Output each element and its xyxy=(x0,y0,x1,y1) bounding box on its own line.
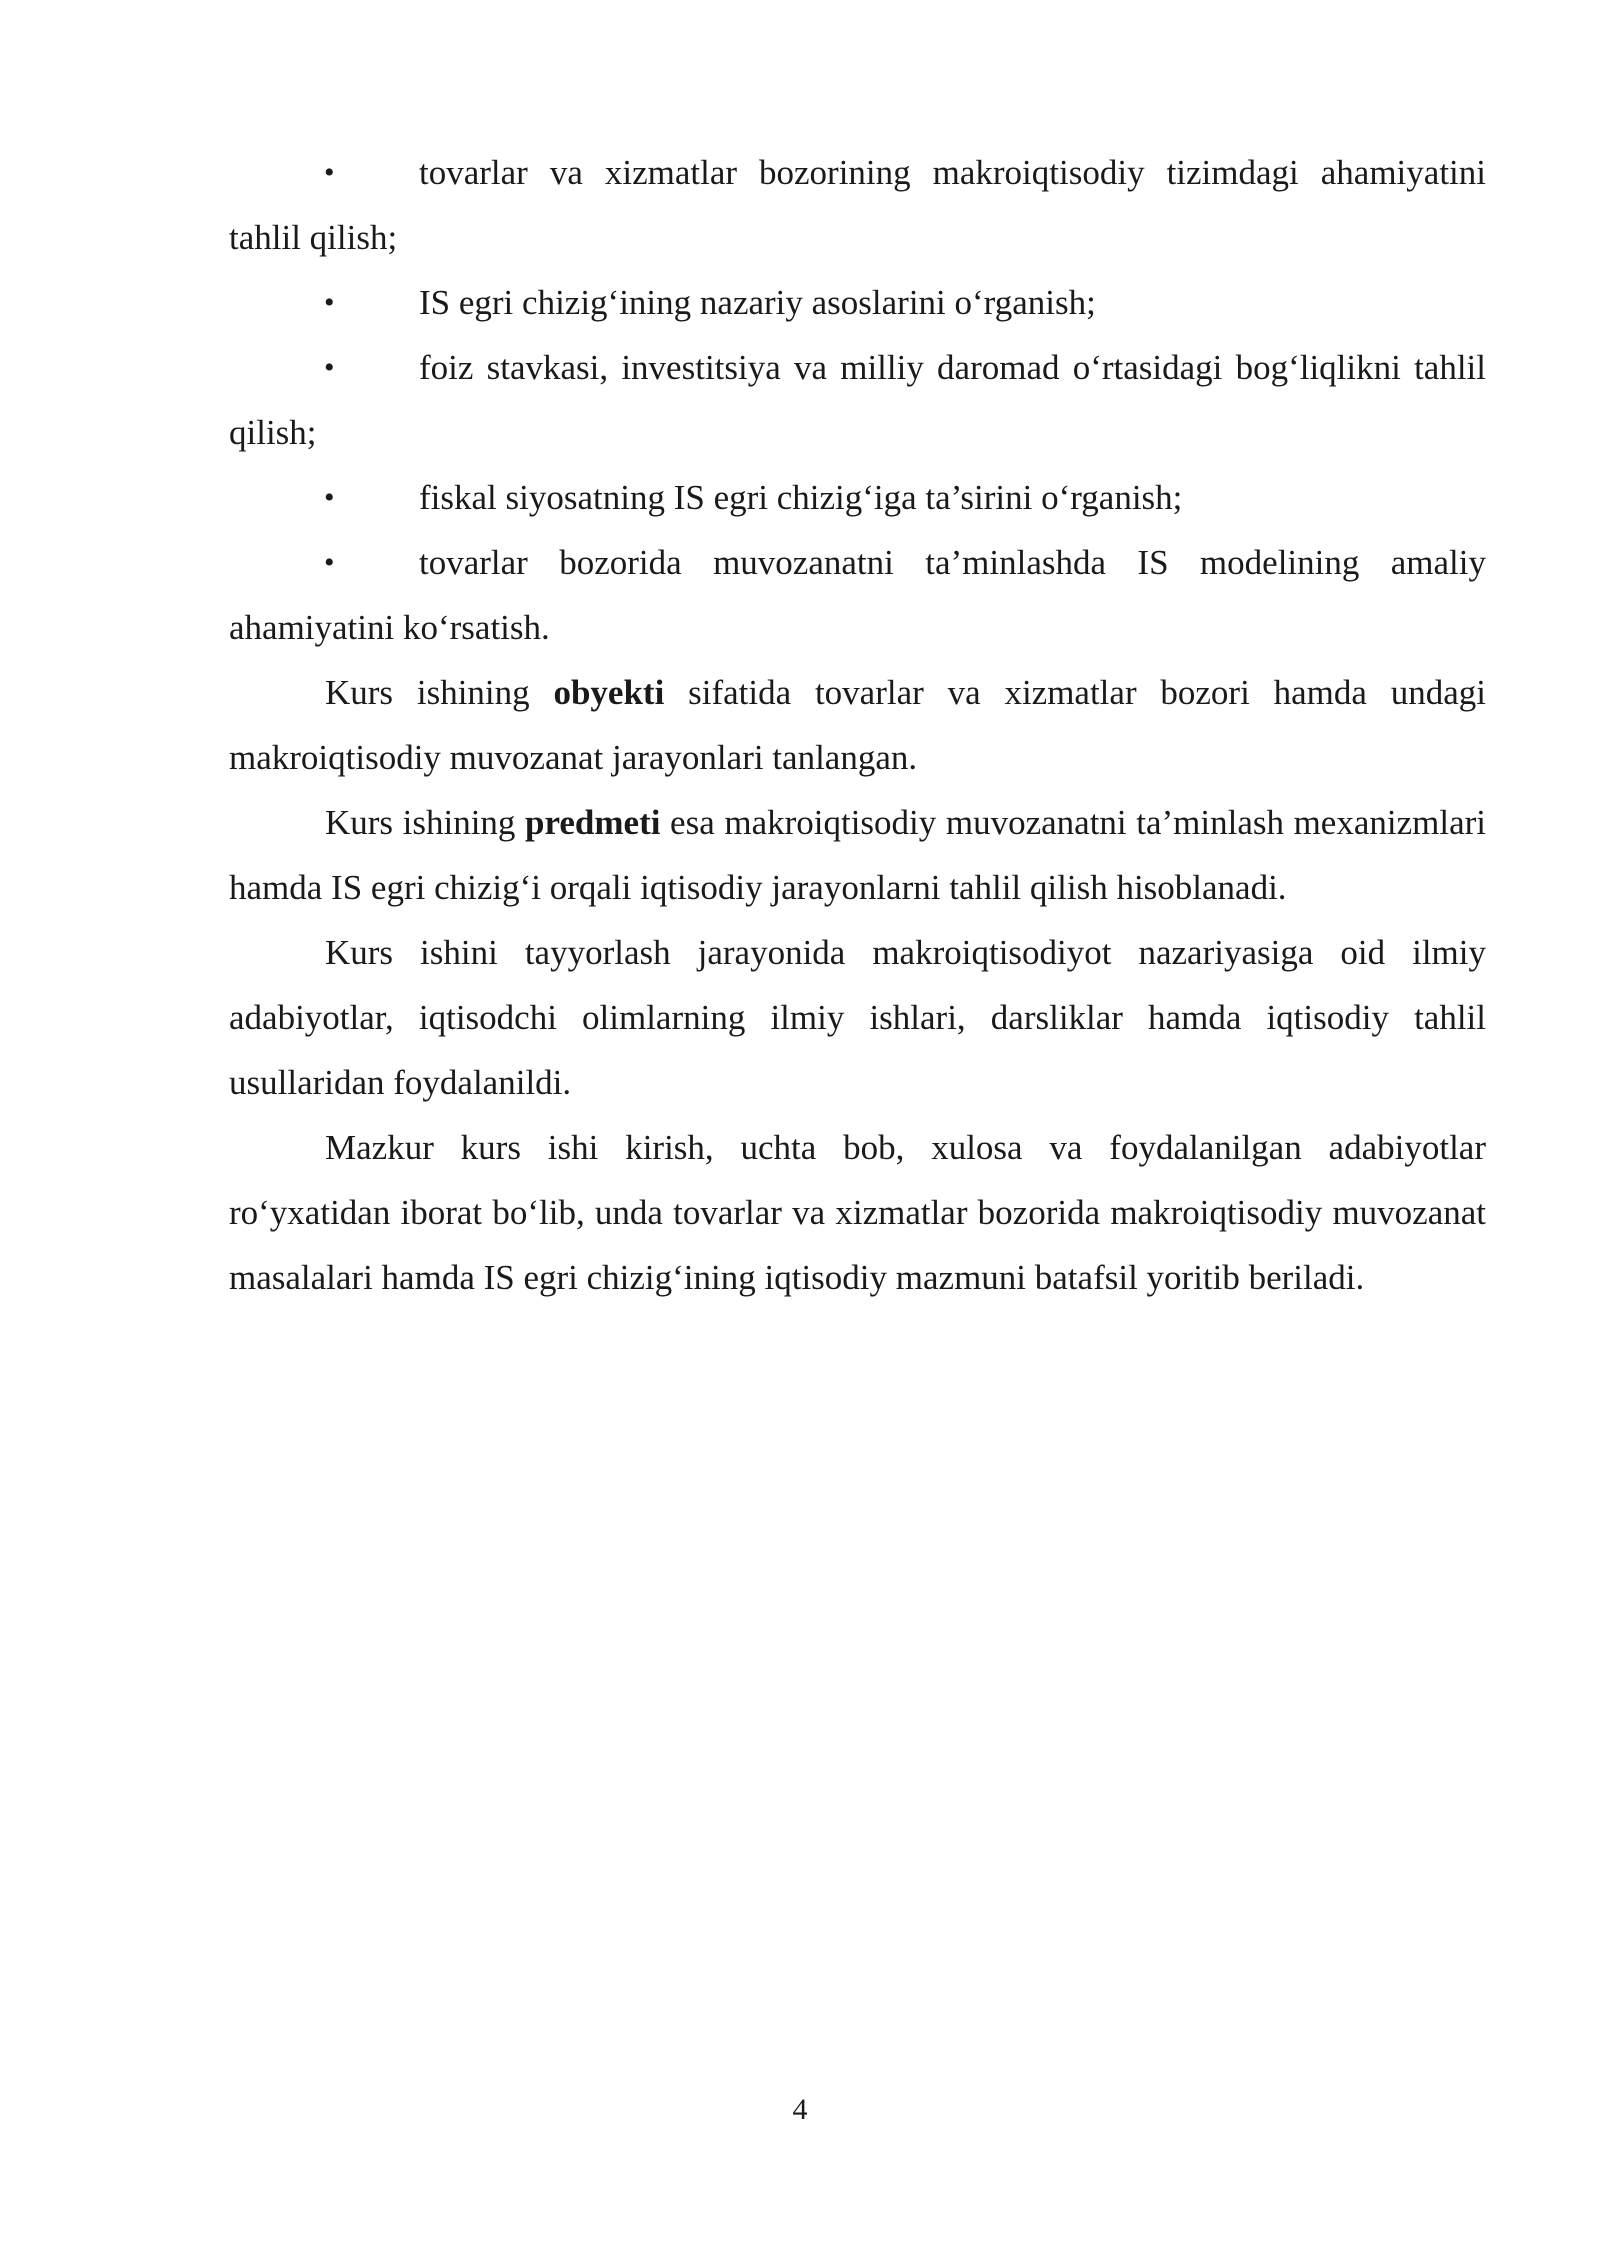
bullet-text: tovarlar va xizmatlar bozorining makroiqtisodiy tizimdagi ahamiyatini tahlil qilish; xyxy=(229,153,1486,257)
bullet-icon: • xyxy=(324,286,335,319)
subject-keyword: predmeti xyxy=(525,803,661,842)
page-number: 4 xyxy=(792,2093,808,2126)
bullet-icon: • xyxy=(324,351,335,384)
bullet-text: foiz stavkasi, investitsiya va milliy daromad o‘rtasidagi bog‘liqlikni tahlil qilish; xyxy=(229,348,1486,452)
bullet-icon: • xyxy=(324,481,335,514)
subject-paragraph xyxy=(229,790,1486,920)
bullet-icon: • xyxy=(324,546,335,579)
bullet-item xyxy=(229,140,1486,270)
body-text xyxy=(229,140,1486,1310)
bullet-icon: • xyxy=(324,156,335,189)
structure-paragraph: Mazkur kurs ishi kirish, uchta bob, xulosa va foydalanilgan adabiyotlar ro‘yxatidan iborat bo‘lib, unda tovarlar va xizmatlar bozorida makroiqtisodiy muvozanat masalalari hamda IS egri chizig‘ining iqtisodiy mazmuni batafsil yoritib beriladi. xyxy=(229,1128,1486,1297)
subject-rest-text: esa makroiqtisodiy muvozanatni ta’minlash mexanizmlari hamda IS egri chizig‘i orqali iqtisodiy jarayonlarni tahlil qilish hisoblanadi. xyxy=(229,803,1486,907)
object-lead-text: Kurs ishining xyxy=(325,673,554,712)
object-paragraph xyxy=(229,660,1486,790)
bullet-text: IS egri chizig‘ining nazariy asoslarini o‘rganish; xyxy=(419,283,1096,322)
bullet-item xyxy=(229,465,1486,530)
bullet-item xyxy=(229,530,1486,660)
sources-paragraph: Kurs ishini tayyorlash jarayonida makroiqtisodiyot nazariyasiga oid ilmiy adabiyotlar, iqtisodchi olimlarning ilmiy ishlari, darsliklar hamda iqtisodiy tahlil usullaridan foydalanildi. xyxy=(229,933,1486,1102)
subject-lead-text: Kurs ishining xyxy=(325,803,526,842)
bullet-item xyxy=(229,270,1486,335)
object-rest-text: sifatida tovarlar va xizmatlar bozori hamda undagi makroiqtisodiy muvozanat jarayonlari tanlangan. xyxy=(229,673,1486,777)
object-keyword: obyekti xyxy=(553,673,665,712)
bullet-text: tovarlar bozorida muvozanatni ta’minlashda IS modelining amaliy ahamiyatini ko‘rsatish. xyxy=(229,543,1486,647)
bullet-item xyxy=(229,335,1486,465)
bullet-text: fiskal siyosatning IS egri chizig‘iga ta’sirini o‘rganish; xyxy=(419,478,1183,517)
